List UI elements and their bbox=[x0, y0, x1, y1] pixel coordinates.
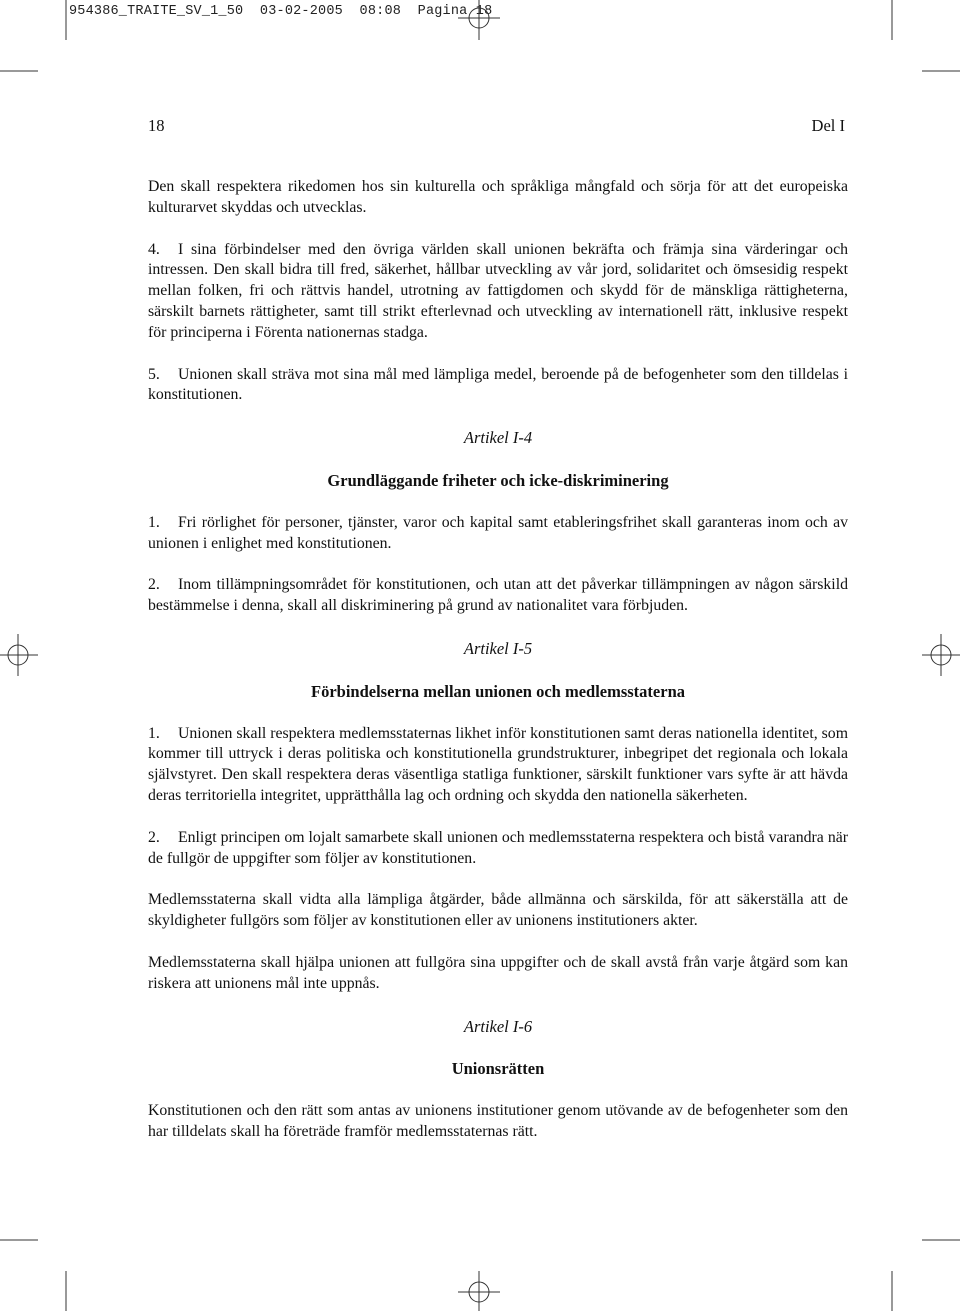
article-title: Unionsrätten bbox=[451, 1059, 545, 1079]
article-label: Artikel I-5 bbox=[463, 638, 533, 658]
article-title: Förbindelserna mellan unionen och medlemsstaterna bbox=[311, 681, 685, 701]
paragraph-text: Fri rörlighet för personer, tjänster, varor och kapital samt etableringsfrihet skall garanteras inom och av unionen i enlighet med konstitutionen. bbox=[148, 513, 848, 552]
page-number: 18 bbox=[148, 116, 165, 135]
paragraph-5 bbox=[148, 365, 848, 407]
paragraph-text: Unionen skall sträva mot sina mål med lämpliga medel, beroende på de befogenheter som den tilldelas i konstitutionen. bbox=[148, 365, 848, 404]
article-paragraph: Medlemsstaterna skall hjälpa unionen att fullgöra sina uppgifter och de skall avstå från varje åtgärd som kan riskera att unionens mål inte uppnås. bbox=[148, 953, 848, 992]
paragraph-4 bbox=[148, 240, 848, 344]
paragraph-text: Enligt principen om lojalt samarbete skall unionen och medlemsstaterna respektera och bistå varandra när de fullgör de uppgifter som följer av konstitutionen. bbox=[148, 828, 848, 867]
print-slug: 954386_TRAITE_SV_1_50 03-02-2005 08:08 Pagina 18 bbox=[69, 4, 493, 19]
article-title: Grundläggande friheter och icke-diskriminering bbox=[327, 470, 669, 490]
article-label: Artikel I-4 bbox=[463, 428, 533, 448]
paragraph-number: 1. bbox=[148, 513, 160, 531]
article-paragraph: Konstitutionen och den rätt som antas av unionens institutioner genom utövande av de befogenheter som den har tilldelats skall ha företräde framför medlemsstaternas rätt. bbox=[148, 1102, 848, 1140]
paragraph-number: 2. bbox=[148, 576, 160, 594]
paragraph-text: Inom tillämpningsområdet för konstitutionen, och utan att det påverkar tillämpningen av någon särskild bestämmelse i denna, skall all diskriminering på grund av nationalitet vara förbjuden. bbox=[148, 576, 848, 615]
paragraph-continuation: Den skall respektera rikedomen hos sin kulturella och språkliga mångfald och sörja för att det europeiska kulturarvet skyddas och utvecklas. bbox=[148, 178, 848, 216]
article-paragraph bbox=[148, 828, 848, 870]
paragraph-text: I sina förbindelser med den övriga världen skall unionen bekräfta och främja sina värderingar och intressen. Den skall bidra till fred, säkerhet, hållbar utveckling av vår jord, solidaritet och ömsesidig respekt mellan folken, fri och rättvis handel, utrotning av fattigdomen och skydd för de mänskliga rättigheterna, särskilt barnets rättigheter, samt till strikt efterlevnad och utveckling av internationell rätt, inklusive respekt för principerna i Förenta nationernas stadga. bbox=[148, 240, 848, 341]
paragraph-number: 2. bbox=[148, 828, 160, 846]
article-paragraph bbox=[148, 513, 848, 555]
paragraph-number: 1. bbox=[148, 724, 160, 742]
article-paragraph bbox=[148, 724, 848, 807]
section-label: Del I bbox=[811, 116, 845, 135]
paragraph-number: 4. bbox=[148, 240, 160, 258]
running-header bbox=[148, 116, 845, 136]
article-paragraph: Medlemsstaterna skall vidta alla lämpliga åtgärder, både allmänna och särskilda, för att säkerställa att de skyldigheter fullgörs som följer av konstitutionen eller av unionens institutioners akter. bbox=[148, 891, 848, 930]
page-body bbox=[148, 177, 848, 1143]
article-paragraph bbox=[148, 575, 848, 617]
article-label: Artikel I-6 bbox=[463, 1016, 533, 1036]
paragraph-number: 5. bbox=[148, 365, 160, 383]
paragraph-text: Unionen skall respektera medlemsstaternas likhet inför konstitutionen samt deras nationella identitet, som kommer till uttryck i deras politiska och konstitutionella grundstrukturer, inbegripet det regionala och lokala självstyret. Den skall respektera deras väsentliga statliga funktioner, särskilt funktioner vars syfte är att hävda deras territoriella integritet, upprätthålla lag och ordning och skydda den nationella säkerheten. bbox=[148, 724, 848, 804]
